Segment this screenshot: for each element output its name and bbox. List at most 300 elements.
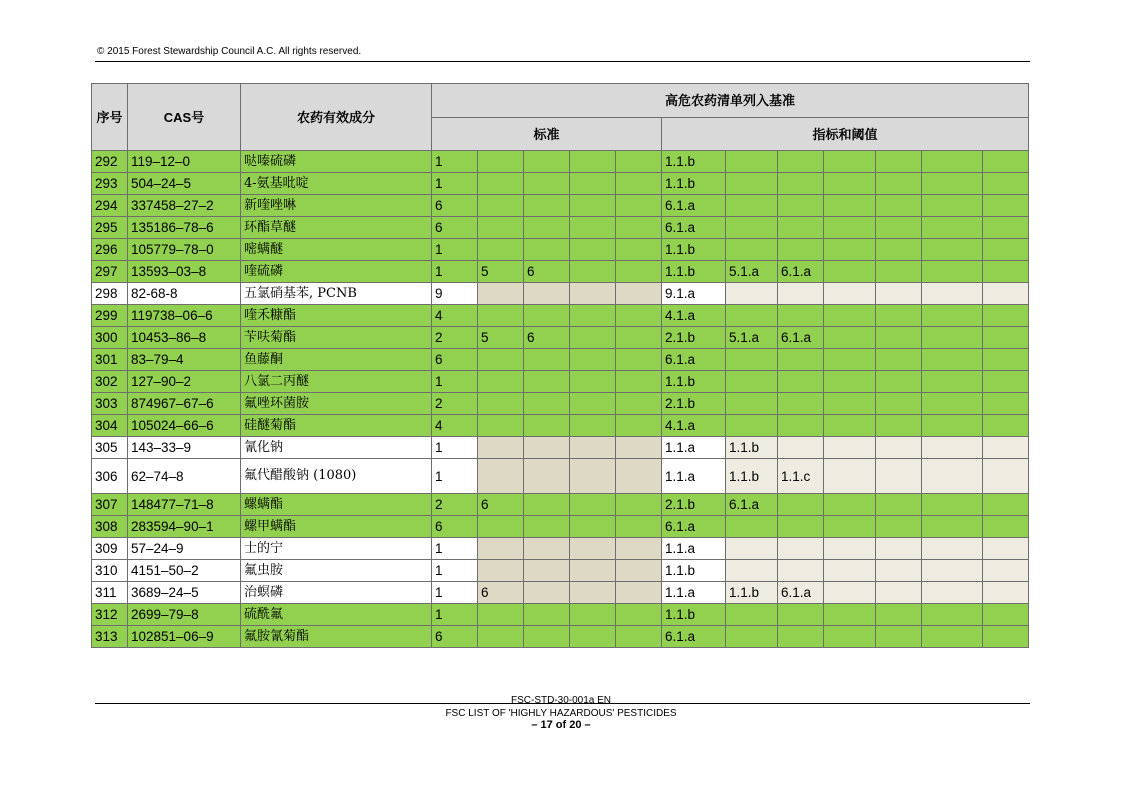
criteria-cell-empty	[616, 415, 662, 437]
criteria-cell: 9	[432, 283, 478, 305]
row-ingredient: 五氯硝基苯, PCNB	[241, 283, 432, 305]
criteria-cell-empty	[570, 239, 616, 261]
indicator-cell-empty	[876, 459, 922, 494]
criteria-cell-empty	[570, 261, 616, 283]
row-seq: 312	[92, 604, 128, 626]
criteria-cell-empty	[616, 327, 662, 349]
criteria-cell: 2	[432, 327, 478, 349]
indicator-cell: 1.1.b	[662, 173, 726, 195]
row-ingredient: 氟唑环菌胺	[241, 393, 432, 415]
footer-doc-code: FSC-STD-30-001a EN	[510, 695, 612, 706]
row-seq: 293	[92, 173, 128, 195]
criteria-cell: 1	[432, 437, 478, 459]
table-row	[92, 195, 1029, 217]
criteria-cell	[524, 371, 570, 393]
criteria-cell	[478, 217, 524, 239]
row-cas: 2699–79–8	[128, 604, 241, 626]
table-row	[92, 604, 1029, 626]
indicator-cell: 6.1.a	[778, 261, 824, 283]
indicator-cell	[778, 494, 824, 516]
indicator-cell-empty	[983, 173, 1029, 195]
indicator-cell-empty	[922, 173, 983, 195]
indicator-cell	[778, 151, 824, 173]
indicator-cell-empty	[983, 415, 1029, 437]
header-rule	[95, 61, 1030, 62]
indicator-cell	[778, 393, 824, 415]
criteria-cell-empty	[616, 516, 662, 538]
criteria-cell-empty	[616, 371, 662, 393]
criteria-cell-empty	[570, 283, 616, 305]
criteria-cell: 1	[432, 151, 478, 173]
row-seq: 307	[92, 494, 128, 516]
criteria-cell: 1	[432, 560, 478, 582]
indicator-cell	[778, 538, 824, 560]
indicator-cell	[778, 560, 824, 582]
indicator-cell: 1.1.a	[662, 538, 726, 560]
criteria-cell: 2	[432, 494, 478, 516]
indicator-cell	[778, 371, 824, 393]
indicator-cell: 1.1.b	[662, 151, 726, 173]
criteria-cell: 6	[432, 217, 478, 239]
indicator-cell	[778, 415, 824, 437]
indicator-cell: 1.1.a	[662, 459, 726, 494]
indicator-cell-empty	[983, 151, 1029, 173]
indicator-cell	[726, 217, 778, 239]
row-ingredient: 氟代醋酸钠 (1080)	[241, 459, 432, 494]
indicator-cell-empty	[922, 604, 983, 626]
criteria-cell: 6	[524, 327, 570, 349]
indicator-cell-empty	[983, 393, 1029, 415]
row-cas: 57–24–9	[128, 538, 241, 560]
col-header-criteria: 标准	[432, 118, 662, 151]
indicator-cell: 1.1.b	[662, 261, 726, 283]
row-seq: 310	[92, 560, 128, 582]
criteria-cell-empty	[616, 393, 662, 415]
indicator-cell-empty	[824, 437, 876, 459]
indicator-cell-empty	[983, 459, 1029, 494]
indicator-cell	[778, 349, 824, 371]
indicator-cell-empty	[922, 305, 983, 327]
criteria-cell-empty	[616, 283, 662, 305]
indicator-cell-empty	[824, 415, 876, 437]
row-seq: 292	[92, 151, 128, 173]
row-ingredient: 哒嗪硫磷	[241, 151, 432, 173]
criteria-cell	[524, 560, 570, 582]
criteria-cell	[524, 494, 570, 516]
indicator-cell	[726, 305, 778, 327]
indicator-cell-empty	[922, 393, 983, 415]
row-seq: 309	[92, 538, 128, 560]
row-cas: 143–33–9	[128, 437, 241, 459]
criteria-cell-empty	[616, 173, 662, 195]
indicator-cell	[726, 283, 778, 305]
indicator-cell	[726, 151, 778, 173]
row-ingredient: 士的宁	[241, 538, 432, 560]
indicator-cell: 1.1.b	[662, 239, 726, 261]
indicator-cell-empty	[824, 371, 876, 393]
criteria-cell	[524, 604, 570, 626]
criteria-cell-empty	[570, 305, 616, 327]
criteria-cell: 6	[432, 195, 478, 217]
row-cas: 119738–06–6	[128, 305, 241, 327]
criteria-cell: 1	[432, 261, 478, 283]
indicator-cell: 6.1.a	[662, 349, 726, 371]
row-seq: 300	[92, 327, 128, 349]
criteria-cell	[524, 173, 570, 195]
indicator-cell-empty	[824, 195, 876, 217]
indicator-cell: 2.1.b	[662, 393, 726, 415]
row-cas: 82-68-8	[128, 283, 241, 305]
criteria-cell-empty	[570, 371, 616, 393]
criteria-cell	[478, 371, 524, 393]
criteria-cell-empty	[570, 173, 616, 195]
table-row	[92, 283, 1029, 305]
row-seq: 311	[92, 582, 128, 604]
indicator-cell-empty	[824, 459, 876, 494]
indicator-cell-empty	[824, 173, 876, 195]
indicator-cell-empty	[824, 151, 876, 173]
criteria-cell	[524, 415, 570, 437]
row-seq: 304	[92, 415, 128, 437]
criteria-cell	[524, 305, 570, 327]
indicator-cell-empty	[922, 283, 983, 305]
row-cas: 13593–03–8	[128, 261, 241, 283]
criteria-cell-empty	[570, 327, 616, 349]
criteria-cell	[478, 626, 524, 648]
indicator-cell: 1.1.c	[778, 459, 824, 494]
row-seq: 294	[92, 195, 128, 217]
indicator-cell	[726, 349, 778, 371]
indicator-cell-empty	[824, 349, 876, 371]
indicator-cell	[726, 560, 778, 582]
indicator-cell-empty	[922, 195, 983, 217]
indicator-cell-empty	[876, 327, 922, 349]
criteria-cell-empty	[616, 349, 662, 371]
criteria-cell-empty	[616, 305, 662, 327]
criteria-cell-empty	[616, 582, 662, 604]
indicator-cell-empty	[983, 494, 1029, 516]
indicator-cell	[778, 604, 824, 626]
indicator-cell-empty	[876, 604, 922, 626]
indicator-cell-empty	[922, 582, 983, 604]
indicator-cell	[726, 626, 778, 648]
criteria-cell: 1	[432, 239, 478, 261]
criteria-cell: 6	[432, 626, 478, 648]
indicator-cell	[726, 173, 778, 195]
row-cas: 83–79–4	[128, 349, 241, 371]
criteria-cell-empty	[570, 151, 616, 173]
table-row	[92, 371, 1029, 393]
criteria-cell-empty	[616, 239, 662, 261]
criteria-cell	[478, 538, 524, 560]
criteria-cell-empty	[570, 538, 616, 560]
row-cas: 105024–66–6	[128, 415, 241, 437]
row-cas: 127–90–2	[128, 371, 241, 393]
criteria-cell: 1	[432, 538, 478, 560]
criteria-cell	[478, 151, 524, 173]
criteria-cell-empty	[616, 459, 662, 494]
indicator-cell	[726, 195, 778, 217]
indicator-cell-empty	[876, 516, 922, 538]
indicator-cell: 1.1.b	[662, 371, 726, 393]
col-header-ingredient: 农药有效成分	[241, 84, 432, 151]
indicator-cell	[726, 393, 778, 415]
indicator-cell-empty	[922, 626, 983, 648]
indicator-cell-empty	[876, 261, 922, 283]
indicator-cell-empty	[824, 393, 876, 415]
row-ingredient: 螺甲螨酯	[241, 516, 432, 538]
criteria-cell	[524, 195, 570, 217]
criteria-cell-empty	[570, 393, 616, 415]
indicator-cell-empty	[824, 283, 876, 305]
table-row	[92, 349, 1029, 371]
indicator-cell-empty	[983, 349, 1029, 371]
criteria-cell	[478, 516, 524, 538]
indicator-cell: 4.1.a	[662, 305, 726, 327]
row-ingredient: 嘧螨醚	[241, 239, 432, 261]
table-row	[92, 516, 1029, 538]
indicator-cell-empty	[876, 151, 922, 173]
indicator-cell-empty	[983, 305, 1029, 327]
indicator-cell	[778, 283, 824, 305]
indicator-cell-empty	[983, 626, 1029, 648]
criteria-cell	[478, 349, 524, 371]
indicator-cell-empty	[922, 415, 983, 437]
criteria-cell	[478, 283, 524, 305]
indicator-cell	[778, 173, 824, 195]
indicator-cell	[778, 305, 824, 327]
indicator-cell-empty	[876, 415, 922, 437]
criteria-cell-empty	[616, 195, 662, 217]
criteria-cell	[524, 349, 570, 371]
criteria-cell	[524, 239, 570, 261]
indicator-cell-empty	[983, 538, 1029, 560]
criteria-cell-empty	[616, 151, 662, 173]
criteria-cell: 6	[478, 494, 524, 516]
indicator-cell	[778, 239, 824, 261]
indicator-cell: 1.1.b	[662, 560, 726, 582]
indicator-cell-empty	[983, 437, 1029, 459]
indicator-cell-empty	[922, 327, 983, 349]
indicator-cell-empty	[983, 217, 1029, 239]
indicator-cell	[778, 516, 824, 538]
indicator-cell-empty	[922, 217, 983, 239]
indicator-cell	[778, 195, 824, 217]
table-row	[92, 560, 1029, 582]
footer-page-number: – 17 of 20 –	[531, 719, 591, 731]
indicator-cell-empty	[983, 261, 1029, 283]
indicator-cell-empty	[922, 494, 983, 516]
indicator-cell: 1.1.b	[726, 459, 778, 494]
indicator-cell-empty	[983, 327, 1029, 349]
table-row	[92, 173, 1029, 195]
row-ingredient: 八氯二丙醚	[241, 371, 432, 393]
row-cas: 283594–90–1	[128, 516, 241, 538]
indicator-cell-empty	[876, 195, 922, 217]
row-seq: 313	[92, 626, 128, 648]
criteria-cell: 1	[432, 371, 478, 393]
indicator-cell-empty	[983, 283, 1029, 305]
row-ingredient: 硫酰氟	[241, 604, 432, 626]
indicator-cell: 6.1.a	[662, 217, 726, 239]
criteria-cell-empty	[570, 560, 616, 582]
indicator-cell-empty	[824, 305, 876, 327]
indicator-cell	[726, 538, 778, 560]
indicator-cell-empty	[876, 494, 922, 516]
row-seq: 303	[92, 393, 128, 415]
indicator-cell: 1.1.b	[726, 437, 778, 459]
indicator-cell-empty	[876, 393, 922, 415]
criteria-cell: 5	[478, 327, 524, 349]
row-cas: 3689–24–5	[128, 582, 241, 604]
row-seq: 299	[92, 305, 128, 327]
indicator-cell-empty	[922, 239, 983, 261]
row-ingredient: 螺螨酯	[241, 494, 432, 516]
row-seq: 301	[92, 349, 128, 371]
criteria-cell: 6	[478, 582, 524, 604]
footer-doc-title: FSC LIST OF 'HIGHLY HAZARDOUS' PESTICIDES	[445, 708, 677, 719]
indicator-cell	[778, 626, 824, 648]
criteria-cell	[478, 393, 524, 415]
indicator-cell-empty	[922, 371, 983, 393]
indicator-cell-empty	[824, 327, 876, 349]
criteria-cell: 6	[524, 261, 570, 283]
indicator-cell-empty	[922, 349, 983, 371]
table-row	[92, 305, 1029, 327]
row-cas: 105779–78–0	[128, 239, 241, 261]
indicator-cell: 1.1.b	[662, 604, 726, 626]
row-ingredient: 治螟磷	[241, 582, 432, 604]
row-cas: 135186–78–6	[128, 217, 241, 239]
criteria-cell	[524, 582, 570, 604]
table-row	[92, 393, 1029, 415]
indicator-cell	[726, 371, 778, 393]
criteria-cell-empty	[616, 538, 662, 560]
table-row	[92, 626, 1029, 648]
indicator-cell-empty	[876, 305, 922, 327]
criteria-cell: 6	[432, 516, 478, 538]
criteria-cell: 4	[432, 415, 478, 437]
indicator-cell: 1.1.b	[726, 582, 778, 604]
col-header-seq: 序号	[92, 84, 128, 151]
indicator-cell: 6.1.a	[662, 195, 726, 217]
indicator-cell	[726, 604, 778, 626]
criteria-cell	[524, 151, 570, 173]
row-ingredient: 4-氨基吡啶	[241, 173, 432, 195]
indicator-cell-empty	[922, 538, 983, 560]
indicator-cell: 5.1.a	[726, 261, 778, 283]
criteria-cell-empty	[570, 494, 616, 516]
criteria-cell	[524, 459, 570, 494]
indicator-cell-empty	[876, 626, 922, 648]
criteria-cell-empty	[616, 217, 662, 239]
row-cas: 4151–50–2	[128, 560, 241, 582]
row-ingredient: 硅醚菊酯	[241, 415, 432, 437]
criteria-cell-empty	[570, 459, 616, 494]
table-row	[92, 437, 1029, 459]
row-cas: 148477–71–8	[128, 494, 241, 516]
criteria-cell-empty	[570, 626, 616, 648]
indicator-cell	[726, 415, 778, 437]
criteria-cell	[524, 393, 570, 415]
indicator-cell-empty	[824, 626, 876, 648]
indicator-cell-empty	[922, 516, 983, 538]
criteria-cell	[478, 459, 524, 494]
row-seq: 306	[92, 459, 128, 494]
copyright-notice: © 2015 Forest Stewardship Council A.C. All rights reserved.	[97, 46, 362, 57]
criteria-cell-empty	[616, 494, 662, 516]
criteria-cell-empty	[570, 195, 616, 217]
indicator-cell-empty	[876, 283, 922, 305]
indicator-cell: 6.1.a	[726, 494, 778, 516]
indicator-cell-empty	[876, 437, 922, 459]
row-seq: 308	[92, 516, 128, 538]
row-ingredient: 氰化钠	[241, 437, 432, 459]
indicator-cell-empty	[876, 349, 922, 371]
row-seq: 298	[92, 283, 128, 305]
criteria-cell: 1	[432, 582, 478, 604]
row-cas: 62–74–8	[128, 459, 241, 494]
table-row	[92, 239, 1029, 261]
criteria-cell-empty	[616, 437, 662, 459]
criteria-cell-empty	[570, 437, 616, 459]
row-seq: 305	[92, 437, 128, 459]
col-header-cas: CAS号	[128, 84, 241, 151]
criteria-cell	[524, 437, 570, 459]
indicator-cell-empty	[824, 560, 876, 582]
row-cas: 119–12–0	[128, 151, 241, 173]
indicator-cell-empty	[922, 459, 983, 494]
criteria-cell	[478, 415, 524, 437]
indicator-cell-empty	[983, 195, 1029, 217]
indicator-cell	[726, 239, 778, 261]
row-ingredient: 喹硫磷	[241, 261, 432, 283]
table-row	[92, 261, 1029, 283]
row-cas: 337458–27–2	[128, 195, 241, 217]
indicator-cell-empty	[876, 560, 922, 582]
indicator-cell-empty	[876, 239, 922, 261]
indicator-cell-empty	[824, 261, 876, 283]
col-header-indicators: 指标和阈值	[662, 118, 1029, 151]
row-seq: 295	[92, 217, 128, 239]
indicator-cell	[778, 217, 824, 239]
indicator-cell-empty	[922, 151, 983, 173]
indicator-cell-empty	[983, 239, 1029, 261]
row-seq: 302	[92, 371, 128, 393]
table-row	[92, 415, 1029, 437]
row-ingredient: 环酯草醚	[241, 217, 432, 239]
indicator-cell-empty	[824, 494, 876, 516]
row-cas: 10453–86–8	[128, 327, 241, 349]
criteria-cell: 6	[432, 349, 478, 371]
row-ingredient: 氟虫胺	[241, 560, 432, 582]
criteria-cell: 2	[432, 393, 478, 415]
criteria-cell	[478, 560, 524, 582]
row-ingredient: 氟胺氰菊酯	[241, 626, 432, 648]
row-ingredient: 新喹唑啉	[241, 195, 432, 217]
indicator-cell-empty	[824, 239, 876, 261]
row-cas: 874967–67–6	[128, 393, 241, 415]
indicator-cell-empty	[824, 217, 876, 239]
criteria-cell-empty	[570, 604, 616, 626]
criteria-cell-empty	[616, 626, 662, 648]
indicator-cell-empty	[824, 516, 876, 538]
indicator-cell-empty	[876, 173, 922, 195]
row-ingredient: 喹禾糠酯	[241, 305, 432, 327]
criteria-cell-empty	[570, 415, 616, 437]
indicator-cell-empty	[824, 582, 876, 604]
indicator-cell-empty	[876, 217, 922, 239]
